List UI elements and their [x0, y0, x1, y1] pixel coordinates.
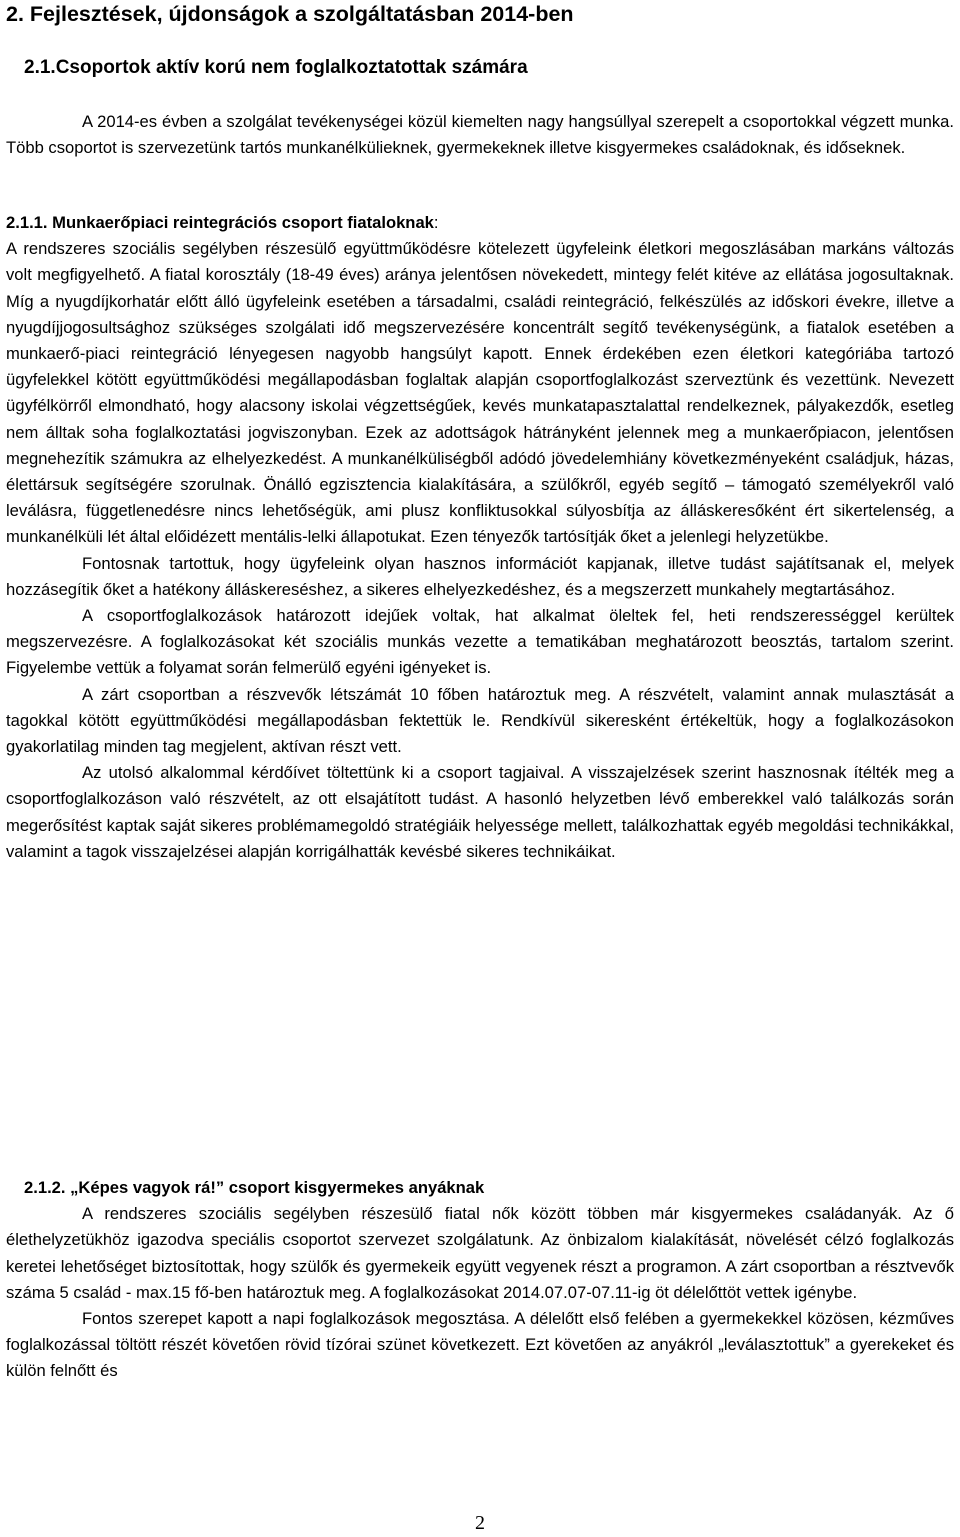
page-number: 2	[475, 1512, 485, 1534]
paragraph: A csoportfoglalkozások határozott idejűek voltak, hat alkalmat öleltek fel, heti rendszerességgel kerültek megszervezésre. A foglalkozásokat két szociális munkás vezette a tematikában meghatározott beosztás, tartalom szerint. Figyelembe vettük a folyamat során felmerülő egyéni igényeket is.	[6, 606, 954, 678]
paragraph: Az utolsó alkalommal kérdőívet töltettünk ki a csoport tagjaival. A visszajelzések szerint hasznosnak ítélték meg a csoportfoglalkozáson való részvételt, az ott elsajátított tudást. A hasonló helyzetben lévő emberekkel való találkozás során megerősítést kaptak saját sikeres problémamegoldó stratégiáik helyessége mellett, találkozhattak egyéb megoldási technikákkal, valamint a tagok visszajelzései alapján korrigálhatták kevésbé sikeres technikáikat.	[6, 763, 954, 861]
paragraph: A rendszeres szociális segélyben részesülő együttműködésre kötelezett ügyfeleink életkori megoszlásában markáns változás volt megfigyelhető. A fiatal korosztály (18-49 éves) aránya jelentősen növekedett, mintegy felét kitéve az ellátása jogosultaknak. Míg a nyugdíjkorhatár előtt álló ügyfeleink esetében a társadalmi, családi reintegráció, felkészülés az időskori évekre, illetve a nyugdíjjogosultsághoz szükséges szolgálati idő megszervezésére koncentrált segítő tevékenységünk, a fiatalok esetében a munkaerő-piaci reintegráció lényegesen nagyobb hangsúlyt kapott. Ennek érdekében ezen életkori kategóriába tartozó ügyfelekkel kötött együttműködési megállapodásban foglaltak alapján csoportfoglalkozást szerveztünk és vezettünk. Nevezett ügyfélkörről elmondható, hogy alacsony iskolai végzettségűek, kevés munkatapasztalattal rendelkeznek, pályakezdők, esetleg nem álltak soha foglalkoztatási jogviszonyban. Ezek az adottságok hátrányként jelennek meg a munkaerőpiacon, jelentősen megnehezítik számukra az elhelyezkedést. A munkanélküliségből adódó jövedelemhiány következményeként családjuk, házas, élettársuk segítségére szorulnak. Önálló egzisztencia kialakítására, a szülőkről, egyéb segítő – támogató személyekről való leválásra, függetlenedésre nincs lehetőségük, ami plusz konfliktusokkal súlyosbítja az álláskeresőként ért sikertelenség, a munkanélküli lét által előidézett mentális-lelki állapotukat. Ezen tényezők tartósítják őket a jelenlegi helyzetükbe.	[6, 239, 954, 547]
intro-section	[6, 109, 954, 161]
section-title: 2.1.2. „Képes vagyok rá!” csoport kisgyermekes anyáknak	[24, 1178, 485, 1197]
paragraph: Fontos szerepet kapott a napi foglalkozások megosztása. A délelőtt első felében a gyermekekkel közösen, kézműves foglalkozással töltött részét követően rövid tízórai szünet következett. Ezt követően az anyákról „leválasztottuk” a gyerekeket és külön felnőtt és	[6, 1309, 954, 1381]
section-2-1-1	[6, 210, 954, 865]
intro-paragraph: A 2014-es évben a szolgálat tevékenységei közül kiemelten nagy hangsúllyal szerepelt a csoportokkal végzett munka. Több csoportot is szervezetünk tartós munkanélkülieknek, gyermekeknek illetve kisgyermekes családoknak, és időseknek.	[6, 112, 954, 158]
paragraph: Fontosnak tartottuk, hogy ügyfeleink olyan hasznos információt kapjanak, illetve tudást sajátítsanak el, melyek hozzásegítik őket a hatékony álláskereséshez, a sikeres elhelyezkedéshez, és a megszerzett munkahely megtartásához.	[6, 553, 954, 599]
section-2-1-2	[6, 1175, 954, 1385]
heading-level-1: 2. Fejlesztések, újdonságok a szolgáltatásban 2014-ben	[6, 2, 574, 26]
paragraph: A rendszeres szociális segélyben részesülő fiatal nők között többen már kisgyermekes családanyák. Az ő élethelyzetükhöz igazodva speciális csoportot szervezet szolgálatunk. Az önbizalom kialakítását, növelését célzó foglalkozás keretei lehetőséget biztosítottak, hogy szülők és gyermekeik együtt vegyenek részt a programon. A zárt csoportban a résztvevők száma 5 család - max.15 fő-ben határoztuk meg. A foglalkozásokat 2014.07.07-07.11-ig öt délelőttöt vettek igénybe.	[6, 1204, 954, 1302]
paragraph: A zárt csoportban a részvevők létszámát 10 főben határoztuk meg. A részvételt, valamint annak mulasztását a tagokkal kötött együttműködési megállapodásban fektettük le. Rendkívül sikeresként értékeltük, hogy a foglalkozásokon gyakorlatilag minden tag megjelent, aktívan részt vett.	[6, 684, 954, 757]
section-heading	[6, 210, 954, 236]
heading-level-2: 2.1.Csoportok aktív korú nem foglalkoztatottak számára	[24, 57, 528, 78]
section-title: 2.1.1. Munkaerőpiaci reintegrációs csoport fiataloknak	[6, 213, 434, 232]
section-heading	[6, 1175, 954, 1201]
section-title-suffix: :	[433, 213, 439, 232]
